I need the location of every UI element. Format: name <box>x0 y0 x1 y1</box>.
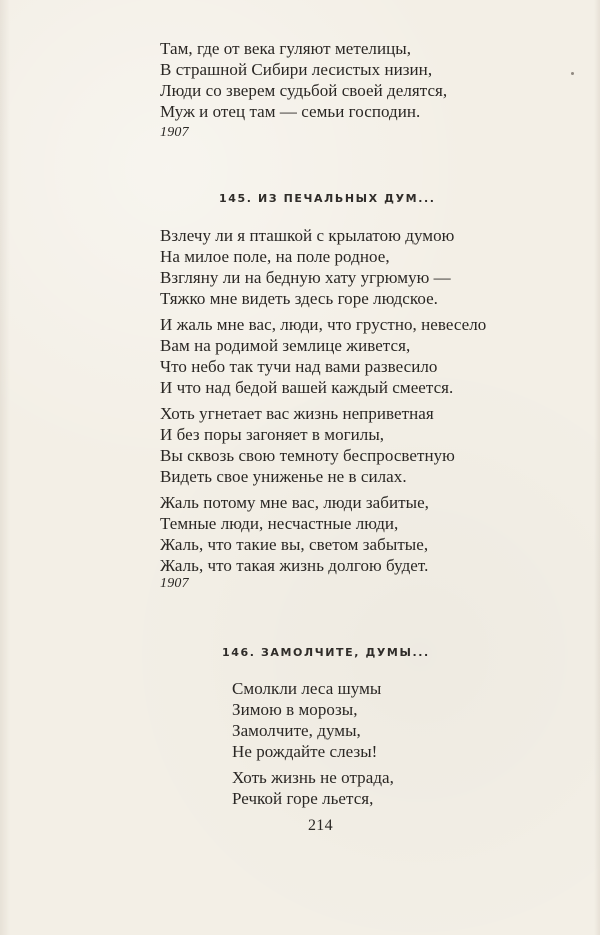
paper-speck <box>571 72 574 75</box>
poem-line: Замолчите, думы, <box>232 721 361 740</box>
poem-line: Видеть свое униженье не в силах. <box>160 467 407 486</box>
page-left-edge <box>0 0 10 935</box>
page-number: 214 <box>308 817 333 834</box>
poem-date: 1907 <box>160 125 189 140</box>
poem-line: Взлечу ли я пташкой с крылатою думою <box>160 226 455 245</box>
poem-line: Зимою в морозы, <box>232 700 358 719</box>
poem-line: И жаль мне вас, люди, что грустно, невесело <box>160 315 487 334</box>
poem-line: Смолкли леса шумы <box>232 679 382 698</box>
poem-line: Что небо так тучи над вами развесило <box>160 357 438 376</box>
poem-line: Хоть угнетает вас жизнь неприветная <box>160 404 434 423</box>
poem-stanza <box>160 492 520 576</box>
poem-stanza <box>232 767 492 809</box>
poem-line: Темные люди, несчастные люди, <box>160 514 399 533</box>
poem-line: Хоть жизнь не отрада, <box>232 768 394 787</box>
page-right-edge <box>594 0 600 935</box>
poem-title: 145. ИЗ ПЕЧАЛЬНЫХ ДУМ... <box>219 192 436 205</box>
poem-line: Жаль, что такая жизнь долгою будет. <box>160 556 429 575</box>
poem-stanza <box>160 225 520 309</box>
poem-line: Жаль, что такие вы, светом забытые, <box>160 535 429 554</box>
poem-line: И что над бедой вашей каждый смеется. <box>160 378 454 397</box>
poem-line: В страшной Сибири лесистых низин, <box>160 60 433 79</box>
poem-line: На милое поле, на поле родное, <box>160 247 390 266</box>
poem-stanza <box>232 678 492 762</box>
poem-line: Вы сквозь свою темноту беспросветную <box>160 446 455 465</box>
poem-title: 146. ЗАМОЛЧИТЕ, ДУМЫ... <box>222 646 430 659</box>
poem-line: Тяжко мне видеть здесь горе людское. <box>160 289 438 308</box>
poem-line: Речкой горе льется, <box>232 789 374 808</box>
poem-line: Люди со зверем судьбой своей делятся, <box>160 81 448 100</box>
poem-line: Муж и отец там — семьи господин. <box>160 102 421 121</box>
poem-line: Там, где от века гуляют метелицы, <box>160 39 412 58</box>
poem-fragment-top <box>160 38 520 122</box>
poem-line: Взгляну ли на бедную хату угрюмую — <box>160 268 451 287</box>
poem-line: Не рождайте слезы! <box>232 742 378 761</box>
poem-stanza <box>160 403 520 487</box>
poem-line: Вам на родимой землице живется, <box>160 336 411 355</box>
poem-date: 1907 <box>160 576 189 591</box>
poem-line: И без поры загоняет в могилы, <box>160 425 385 444</box>
poem-line: Жаль потому мне вас, люди забитые, <box>160 493 429 512</box>
poem-stanza <box>160 314 520 398</box>
